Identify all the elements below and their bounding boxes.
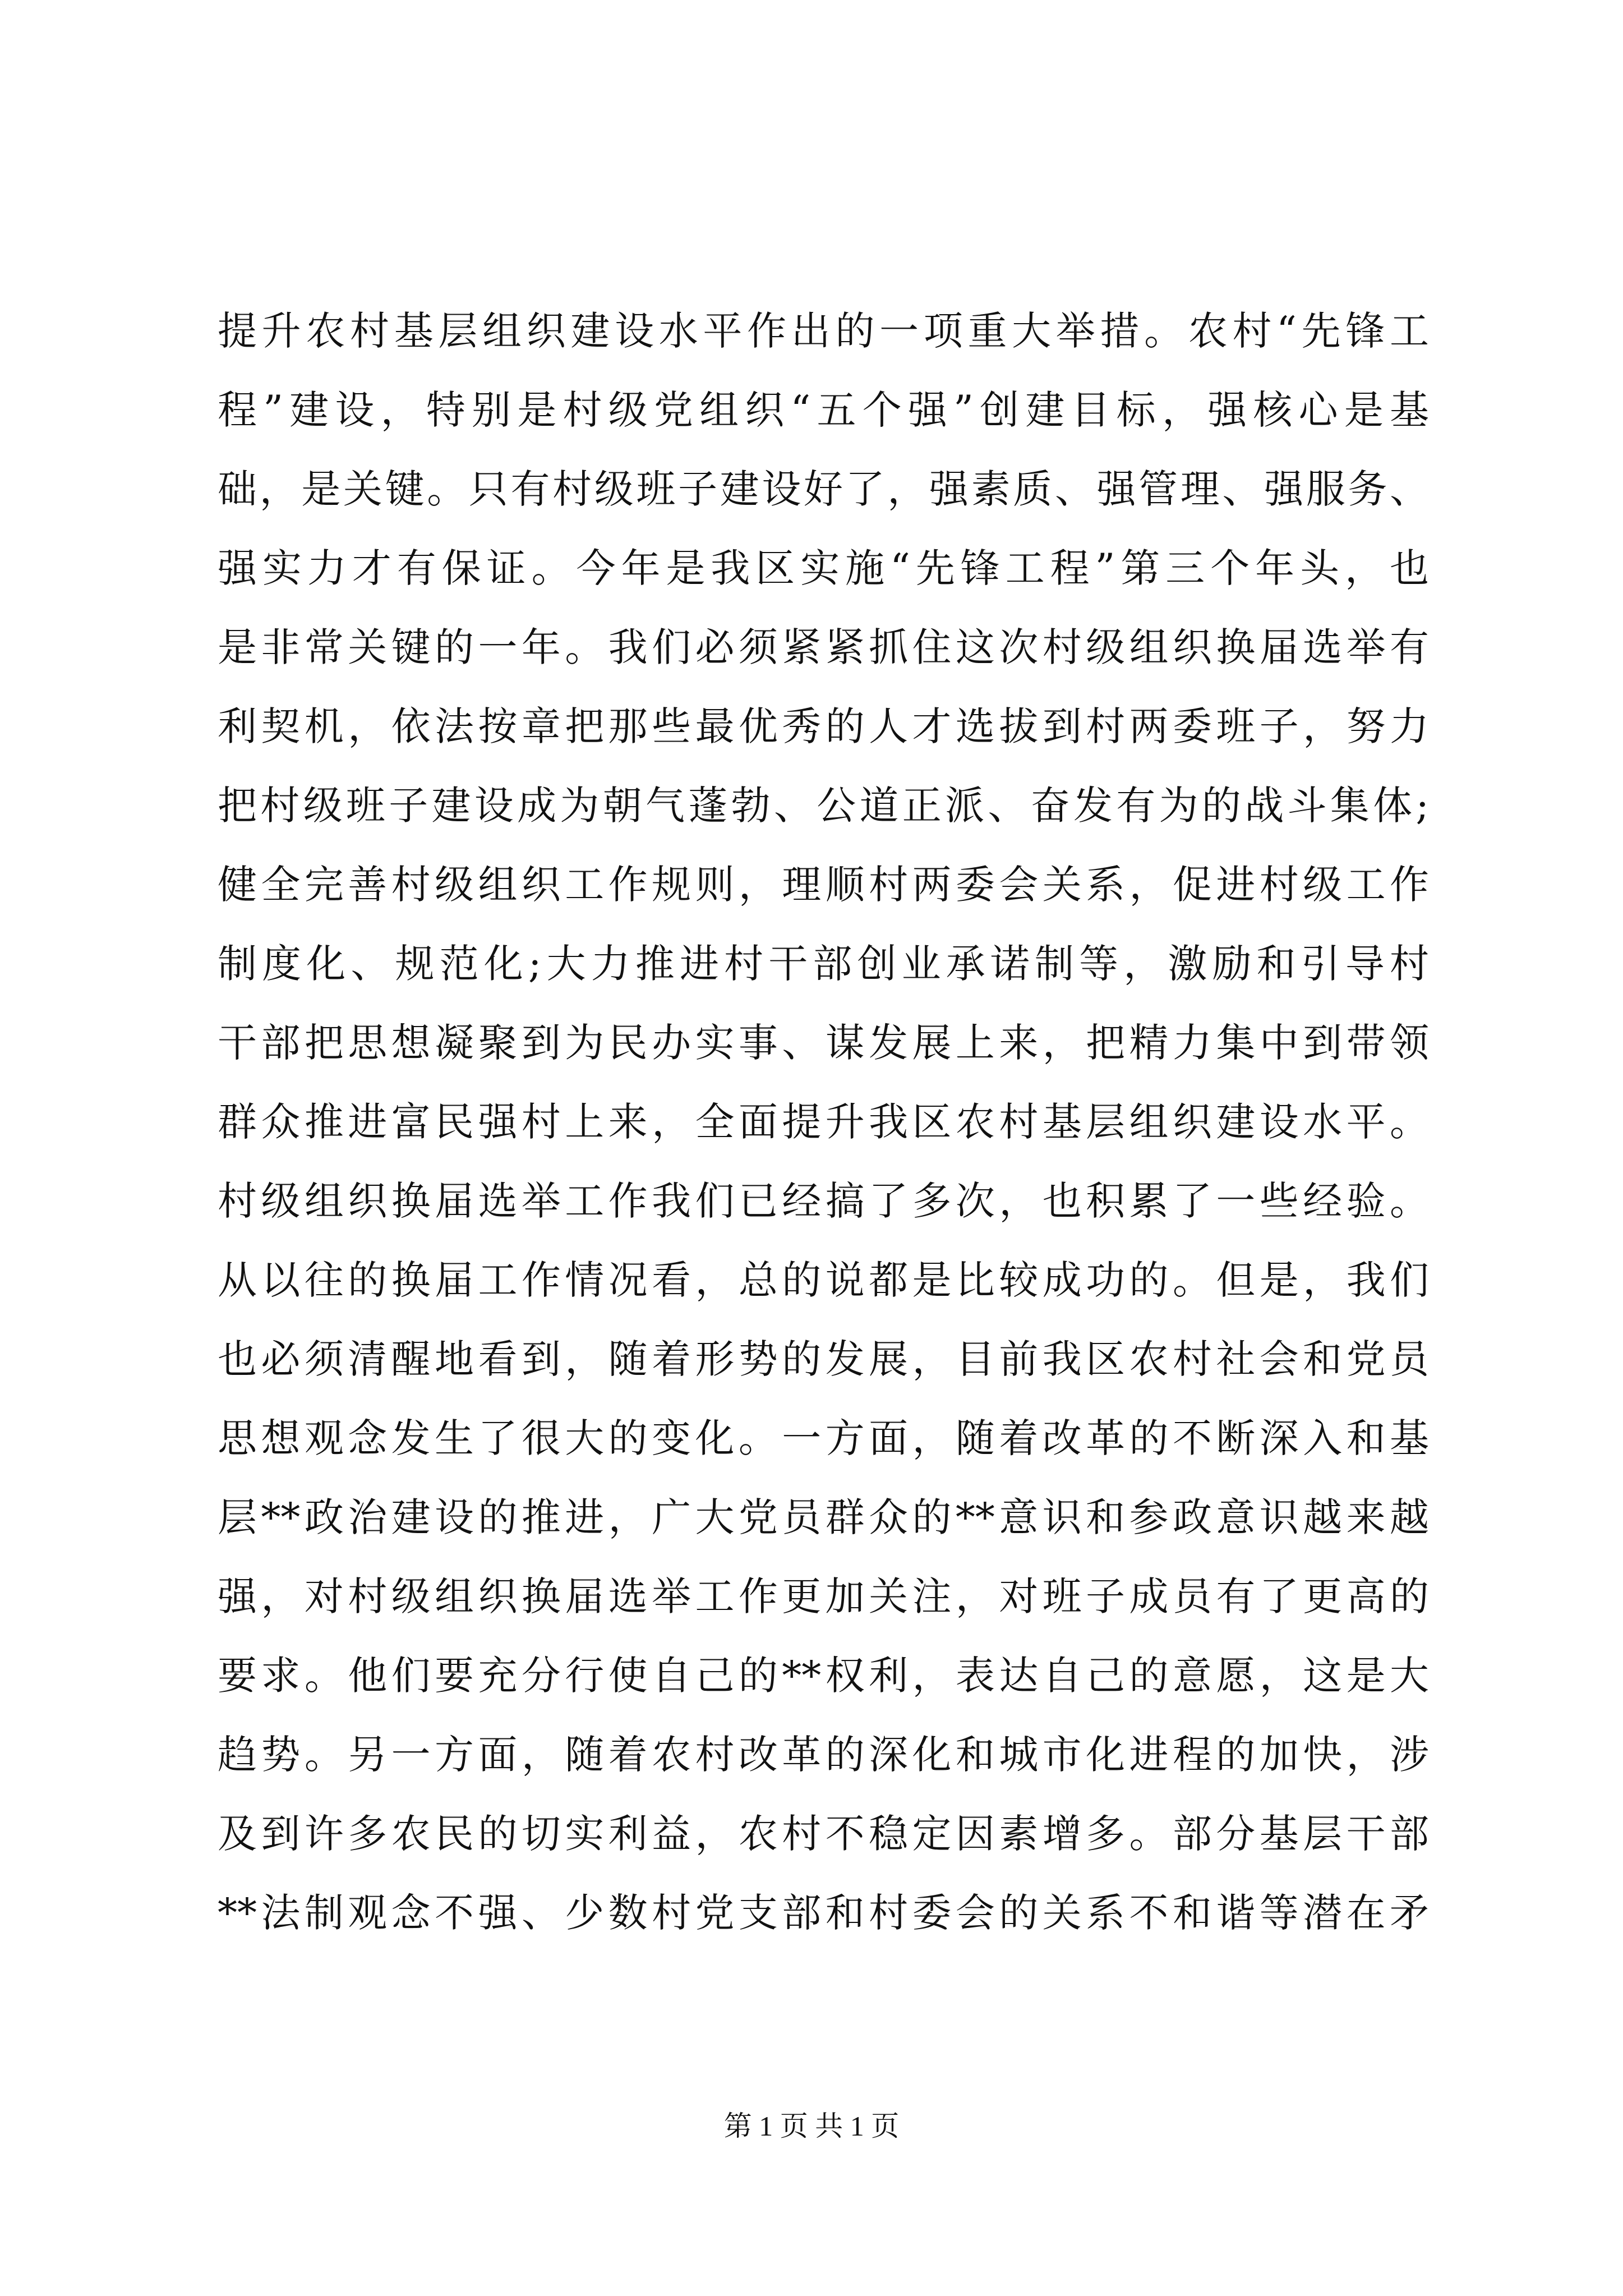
text-line-20: 及到许多农民的切实利益，农村不稳定因素增多。部分基层干部	[218, 1811, 1429, 1857]
text-line-21: **法制观念不强、少数村党支部和村委会的关系不和谐等潜在矛	[218, 1890, 1429, 1936]
text-line-9: 制度化、规范化;大力推进村干部创业承诺制等，激励和引导村	[218, 941, 1429, 987]
text-line-13: 从以往的换届工作情况看，总的说都是比较成功的。但是，我们	[218, 1257, 1429, 1303]
text-line-17: 强，对村级组织换届选举工作更加关注，对班子成员有了更高的	[218, 1573, 1429, 1619]
text-line-6: 利契机，依法按章把那些最优秀的人才选拔到村两委班子，努力	[218, 703, 1429, 749]
text-line-14: 也必须清醒地看到，随着形势的发展，目前我区农村社会和党员	[218, 1336, 1429, 1382]
text-line-10: 干部把思想凝聚到为民办实事、谋发展上来，把精力集中到带领	[218, 1020, 1429, 1066]
text-line-7: 把村级班子建设成为朝气蓬勃、公道正派、奋发有为的战斗集体;	[218, 783, 1429, 829]
text-line-4: 强实力才有保证。今年是我区实施“先锋工程”第三个年头，也	[218, 545, 1429, 591]
text-line-15: 思想观念发生了很大的变化。一方面，随着改革的不断深入和基	[218, 1415, 1429, 1461]
text-line-8: 健全完善村级组织工作规则，理顺村两委会关系，促进村级工作	[218, 862, 1429, 908]
body-text	[218, 292, 1429, 1953]
text-line-3: 础，是关键。只有村级班子建设好了，强素质、强管理、强服务、	[218, 466, 1429, 512]
text-line-18: 要求。他们要充分行使自己的**权利，表达自己的意愿，这是大	[218, 1653, 1429, 1699]
text-line-2: 程”建设，特别是村级党组织“五个强”创建目标，强核心是基	[218, 387, 1429, 433]
text-line-12: 村级组织换届选举工作我们已经搞了多次，也积累了一些经验。	[218, 1178, 1429, 1224]
text-line-11: 群众推进富民强村上来，全面提升我区农村基层组织建设水平。	[218, 1099, 1429, 1145]
text-line-19: 趋势。另一方面，随着农村改革的深化和城市化进程的加快，涉	[218, 1732, 1429, 1778]
text-line-5: 是非常关键的一年。我们必须紧紧抓住这次村级组织换届选举有	[218, 624, 1429, 670]
text-line-1: 提升农村基层组织建设水平作出的一项重大举措。农村“先锋工	[218, 308, 1429, 354]
text-line-16: 层**政治建设的推进，广大党员群众的**意识和参政意识越来越	[218, 1494, 1429, 1540]
page-footer: 第 1 页 共 1 页	[723, 2110, 900, 2142]
